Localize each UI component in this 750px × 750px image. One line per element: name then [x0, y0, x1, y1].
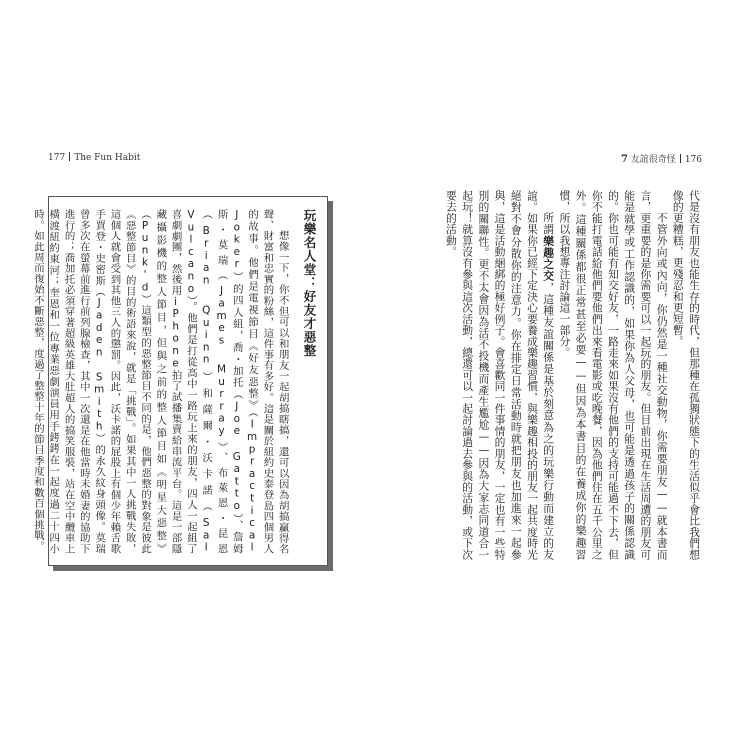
- left-page-number: 177: [48, 153, 66, 163]
- left-page-header: [48, 152, 140, 163]
- emphasized-term: 樂趣之交: [542, 234, 556, 282]
- sidebar-paragraph: 想像一下，你不但可以和朋友一起胡搞瞎搞，還可以因為胡搞贏得名聲、財富和忠實的粉絲，這件事有多好。這是關於紐約史泰登島四個男人的故事。他們是電視節目《好友惡整》（Impractical Joker）的四人組，喬・加托（Joe Gatto）、詹姆斯・莫瑞（James Murray）、布萊恩・昆恩（Brian Quinn）和薩爾・沃卡諾（Sal Vulcano）。他們是打從高中一路玩上來的朋友，四人一起組了喜劇劇團，然後用iPhone拍了試播集賣給串流平台。這是一部隱藏攝影機的整人節目，但與之前的整人節目如《明星大惡整》（Punk'd）這類型的惡整節目不同的是，他們惡整的對象是彼此《惡整節目》的目的術語來說，就是「挑戰」。如果其中一人挑戰失敗，這個人就會受到其他三人的懲罰。因此，沃卡諾的屁股上有個少年賴舌歌手賈登・史密斯（Jaden Smith）的永久紋身頭像。莫瑞曾多次在螢幕前進行前列腺檢查，其中一次還是在他當時未婚妻的協助下進行的；喬加托必須穿著超級英雄大肚超人的搞笑服裝，站在空中纜車上橫渡紐約東河；奎恩和一位專業惡劇演員用手銬銬在一起度過二十四小時。如此周而復始不斷惡整，度過了整整十年的節目季度和數百個挑戰。: [31, 209, 289, 554]
- right-running-title: 友誼很奇怪: [630, 155, 676, 165]
- sidebar-box: [31, 196, 328, 566]
- header-divider: [680, 154, 681, 163]
- sidebar-content: [30, 209, 317, 554]
- chapter-number: 7: [620, 154, 628, 165]
- right-page: [375, 0, 750, 750]
- sidebar-title: 玩樂名人堂：好友才惡整: [302, 209, 317, 358]
- right-page-number: 176: [684, 155, 702, 165]
- body-paragraph: 不管外向或內向，你仍然是一種社交動物，你需要朋友——就本書而言，更重要的是你需要可以一起玩的朋友。但目前出現在生活周遭的朋友可能是就學或工作認識的，如果你為人父母，也可能是透過孩子的關係認識的。你也可能有知交好友，一路走來如果沒有他們的支持可能過不下去，但你不能打電話給他們要他們出來看電影或吃晚餐，因為他們住在五千公里之外。這種關係都很正常甚至必要——但因為本書目的在養成你的樂趣習慣，所以我想專注討論這一部分。: [558, 190, 669, 560]
- right-page-header: [621, 152, 702, 165]
- body-paragraph: 代是沒有朋友也能生存的時代，但那種在孤獨狀態下的生活似乎會比我們想像的更糟糕，更殘忍和更短暫。: [671, 190, 701, 560]
- body-text: [412, 190, 702, 560]
- body-paragraph: 所謂樂趣之交，這種友誼關係是基於刻意為之的玩樂行動而建立的友誼。如果你已經下定決心要養成樂趣習慣，與樂趣相投的朋友一起共度時光絕對不會分散你的注意力。你在排定日常活動時就把朋友也加進來一起參與，這是活動綑綁的極好例子。會喜歡同一件事情的朋友，一定也有一些特別的關聯性。更不太會因為活不投機而產生尷尬——因為大家志同道合一起玩！就算沒有參與這次活動，總還可以一起討論過去參與的活動，或下次要去的活動。: [444, 190, 556, 560]
- left-running-title: The Fun Habit: [74, 153, 141, 163]
- header-divider: [69, 152, 70, 161]
